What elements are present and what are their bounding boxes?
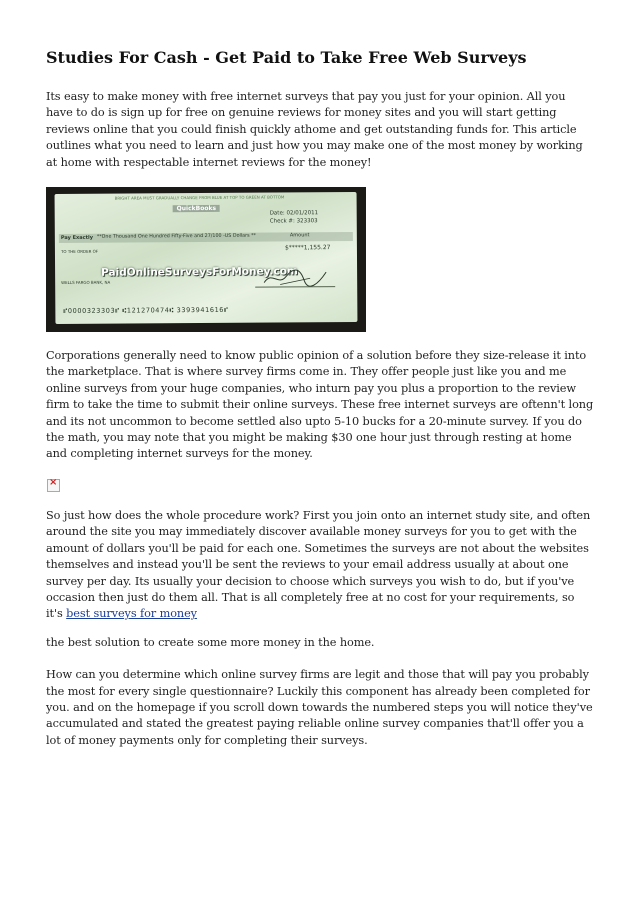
paragraph-legit-firms: How can you determine which online survey firms are legit and those that will pay you probably the most for every single questionnaire? Luckily this component has already been completed for you. and on the homepage if you scroll down towards the numbered steps you will notice they've accumulated and stated the greatest paying reliable online survey companies that'll offer you a lot of money payments only for completing their surveys.	[46, 668, 593, 747]
check-amount-label: Amount	[289, 232, 310, 239]
paragraph-best-solution: the best solution to create some more money in the home.	[46, 635, 375, 649]
best-surveys-link[interactable]: best surveys for money	[66, 607, 197, 621]
check-number: Check #: 323303	[269, 218, 318, 225]
paragraph-corporations: Corporations generally need to know public opinion of a solution before they size-release it into the marketplace. That is where survey firms come in. They offer people just like you and me online surveys from your huge companies, who inturn pay you plus a proportion to the review firm to take the time to submit their online surveys. These free internet surveys are oftenn't long and its not uncommon to become settled also upto 5-10 bucks for a 20-minute survey. If you do the math, you may note that you might be making $30 one hour just through resting at home and completing internet surveys for the money.	[46, 349, 594, 461]
procedure-text: So just how does the whole procedure work? First you join onto an internet study site, and often around the site you may immediately discover available money surveys for you to get with the amount of dollars you'll be paid for each one. Sometimes the surveys are not about the websites themselves and instead you'll be sent the reviews to your email address usually at about one survey per day. Its usually your decision to choose which surveys you wish to do, but if you've occasion then just do them all. That is all completely free at no cost for your requirements, so it's	[46, 508, 591, 621]
check-pay-label: Pay Exactly	[60, 234, 93, 242]
page-title: Studies For Cash - Get Paid to Take Free Web Surveys	[46, 48, 527, 67]
check-watermark: PaidOnlineSurveysForMoney.com	[101, 265, 298, 279]
check-date: Date: 02/01/2011	[269, 210, 319, 217]
paycheck-image	[55, 192, 358, 324]
document-page	[46, 48, 594, 765]
check-amount-words: **One Thousand One Hundred Fifty-Five and 27/100 -US Dollars **	[96, 233, 256, 240]
paragraph-procedure	[46, 508, 594, 623]
broken-image-icon: ×	[47, 479, 60, 492]
check-bank-name: WELLS FARGO BANK, NA	[61, 279, 111, 286]
paragraph-intro: Its easy to make money with free internet surveys that pay you just for your opinion. All you have to do is sign up for free on genuine reviews for money sites and you will start getting reviews online that you could finish quickly athome and get outstanding funds for. This article outlines what you need to learn and just how you may make one of the most money by working at home with respectable internet reviews for the money!	[46, 90, 583, 169]
check-amount-value: $*****1,155.27	[284, 244, 331, 252]
check-micr-line: ⑈0000323303⑈ ⑆121270474⑆ 3393941616⑈	[63, 305, 229, 316]
check-security-warning: BRIGHT AREA MUST GRADUALLY CHANGE FROM BLUE AT TOP TO GREEN AT BOTTOM	[114, 194, 285, 201]
check-payee-label: TO THE ORDER OF	[60, 248, 99, 255]
check-bank-logo: QuickBooks	[173, 205, 220, 212]
check-photo	[46, 187, 366, 332]
